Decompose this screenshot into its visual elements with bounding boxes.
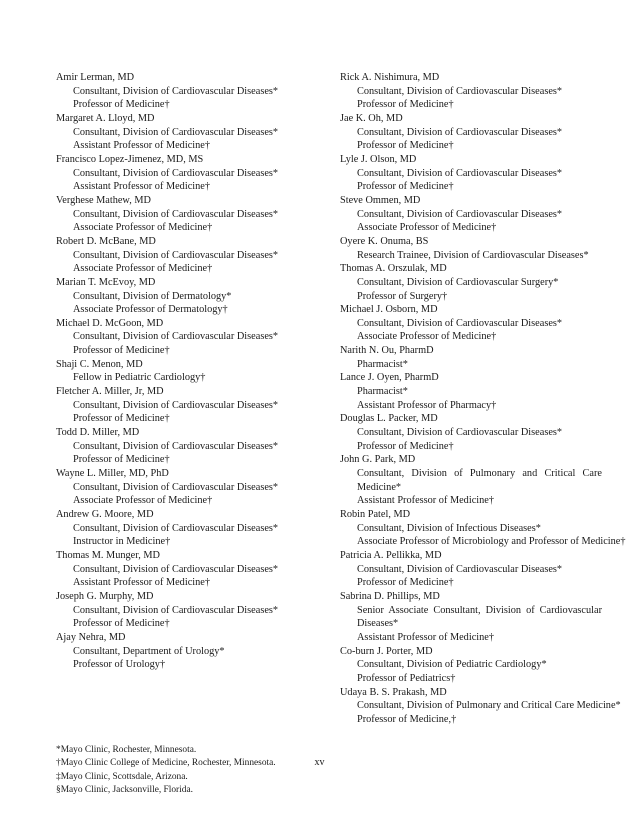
contributor-position: Professor of Surgery†: [357, 290, 448, 302]
contributors-right-column: [340, 71, 626, 727]
contributor-name: Udaya B. S. Prakash, MD: [340, 686, 447, 698]
contributor-entry: [340, 112, 602, 153]
page-number: xv: [314, 757, 325, 768]
contributor-position: Assistant Professor of Medicine†: [357, 495, 494, 507]
contributor-entry: [56, 508, 296, 549]
contributor-name: Douglas L. Packer, MD: [340, 413, 438, 425]
contributor-entry: [340, 371, 602, 412]
contributor-position: Professor of Medicine,†: [357, 713, 457, 725]
contributor-name: Steve Ommen, MD: [340, 194, 421, 206]
contributor-entry: [56, 549, 296, 590]
contributor-position: Senior Associate Consultant, Division of Cardiovascular Diseases*: [357, 604, 602, 630]
contributor-entry: [56, 385, 296, 426]
contributor-position: Consultant, Division of Cardiovascular Diseases*: [73, 208, 279, 220]
contributor-name: Robin Patel, MD: [340, 509, 411, 520]
contributor-entry: [340, 549, 602, 590]
contributor-position: Professor of Medicine†: [357, 181, 454, 193]
contributor-position: Consultant, Division of Cardiovascular Diseases*: [357, 427, 563, 439]
contributor-position: Consultant, Division of Cardiovascular Diseases*: [73, 399, 279, 411]
contributor-entry: [56, 467, 296, 508]
contributor-position: Consultant, Division of Cardiovascular Diseases*: [73, 126, 279, 138]
contributor-name: Thomas M. Munger, MD: [56, 549, 160, 561]
contributor-name: Narith N. Ou, PharmD: [340, 345, 434, 357]
contributor-name: Amir Lerman, MD: [56, 72, 135, 83]
contributor-name: Co-burn J. Porter, MD: [340, 645, 433, 657]
contributor-entry: [56, 590, 296, 631]
contributor-name: Ajay Nehra, MD: [56, 631, 126, 643]
contributor-position: Consultant, Division of Cardiovascular Diseases*: [73, 604, 279, 616]
contributor-entry: [340, 590, 602, 645]
contributor-position: Associate Professor of Microbiology and Professor of Medicine†: [357, 536, 626, 548]
contributor-entry: [340, 686, 621, 727]
contributor-position: Instructor in Medicine†: [73, 536, 171, 548]
contributor-position: Assistant Professor of Medicine†: [73, 577, 210, 589]
contributor-name: Shaji C. Menon, MD: [56, 358, 143, 370]
contributor-name: Oyere K. Onuma, BS: [340, 235, 429, 247]
contributor-name: Jae K. Oh, MD: [340, 112, 403, 124]
contributor-name: John G. Park, MD: [340, 454, 416, 466]
contributor-position: Assistant Professor of Medicine†: [73, 140, 210, 152]
contributor-entry: [56, 194, 296, 235]
contributor-position: Consultant, Division of Cardiovascular Diseases*: [357, 167, 563, 179]
contributor-entry: [340, 71, 602, 112]
contributor-position: Professor of Medicine†: [357, 140, 454, 152]
contributor-position: Consultant, Division of Cardiovascular Diseases*: [73, 249, 279, 261]
contributor-name: Wayne L. Miller, MD, PhD: [56, 468, 169, 480]
contributor-position: Consultant, Division of Cardiovascular Diseases*: [357, 85, 563, 97]
contributor-position: Professor of Medicine†: [357, 99, 454, 111]
contributor-position: Consultant, Division of Cardiovascular Diseases*: [73, 167, 279, 179]
contributor-name: Lance J. Oyen, PharmD: [340, 372, 439, 384]
contributor-name: Andrew G. Moore, MD: [56, 509, 154, 520]
contributor-position: Research Trainee, Division of Cardiovascular Diseases*: [357, 249, 589, 261]
contributor-position: Professor of Urology†: [73, 659, 166, 671]
contributor-name: Rick A. Nishimura, MD: [340, 72, 440, 83]
contributor-position: Consultant, Division of Dermatology*: [73, 290, 232, 302]
contributor-position: Associate Professor of Medicine†: [73, 263, 213, 275]
contributor-position: Professor of Medicine†: [73, 99, 170, 111]
contributor-entry: [340, 262, 602, 303]
contributor-position: Assistant Professor of Medicine†: [357, 631, 494, 643]
contributor-position: Consultant, Division of Cardiovascular Diseases*: [73, 481, 279, 493]
contributor-position: Consultant, Division of Cardiovascular Diseases*: [73, 331, 279, 343]
contributor-position: Consultant, Division of Pulmonary and Critical Care Medicine*: [357, 468, 602, 493]
contributor-position: Consultant, Division of Cardiovascular Diseases*: [357, 317, 563, 329]
contributor-name: Margaret A. Lloyd, MD: [56, 112, 155, 124]
contributor-position: Consultant, Division of Cardiovascular Diseases*: [73, 85, 279, 97]
contributor-name: Verghese Mathew, MD: [56, 194, 151, 206]
contributor-position: Professor of Medicine†: [73, 413, 170, 425]
contributor-position: Assistant Professor of Pharmacy†: [357, 399, 497, 411]
contributor-entry: [340, 453, 602, 508]
footnotes: [56, 744, 276, 797]
contributor-position: Consultant, Division of Cardiovascular Diseases*: [357, 563, 563, 575]
contributor-name: Lyle J. Olson, MD: [340, 153, 417, 165]
contributor-position: Associate Professor of Medicine†: [357, 331, 497, 343]
contributor-position: Consultant, Division of Cardiovascular Diseases*: [357, 208, 563, 220]
contributor-name: Thomas A. Orszulak, MD: [340, 263, 447, 275]
contributor-position: Professor of Medicine†: [73, 345, 170, 357]
contributor-name: Marian T. McEvoy, MD: [56, 276, 156, 288]
contributor-position: Consultant, Division of Pediatric Cardiology*: [357, 659, 547, 671]
contributor-position: Consultant, Division of Infectious Diseases*: [357, 522, 541, 534]
contributor-entry: [56, 112, 296, 153]
contributor-name: Michael J. Osborn, MD: [340, 304, 438, 316]
contributors-left-column: [56, 71, 296, 672]
contributor-position: Pharmacist*: [357, 358, 408, 370]
contributor-position: Professor of Medicine†: [357, 440, 454, 452]
footnote: †Mayo Clinic College of Medicine, Rochester, Minnesota.: [56, 758, 276, 769]
contributor-position: Consultant, Department of Urology*: [73, 645, 225, 657]
contributor-entry: [56, 358, 296, 385]
contributor-position: Consultant, Division of Pulmonary and Critical Care Medicine*: [357, 700, 621, 712]
contributor-position: Consultant, Division of Cardiovascular Diseases*: [73, 563, 279, 575]
contributor-position: Pharmacist*: [357, 386, 408, 398]
contributor-entry: [56, 631, 296, 672]
contributor-position: Associate Professor of Medicine†: [73, 495, 213, 507]
contributor-position: Consultant, Division of Cardiovascular Surgery*: [357, 276, 559, 288]
contributor-entry: [340, 153, 602, 194]
contributor-name: Patricia A. Pellikka, MD: [340, 549, 442, 561]
contributor-name: Sabrina D. Phillips, MD: [340, 590, 440, 602]
contributor-name: Michael D. McGoon, MD: [56, 317, 164, 329]
contributor-entry: [340, 645, 602, 686]
contributor-entry: [340, 344, 602, 371]
contributor-entry: [56, 153, 296, 194]
contributor-position: Consultant, Division of Cardiovascular Diseases*: [73, 522, 279, 534]
contributor-position: Associate Professor of Medicine†: [357, 222, 497, 234]
contributor-name: Fletcher A. Miller, Jr, MD: [56, 386, 164, 398]
contributor-entry: [340, 194, 602, 235]
contributor-entry: [340, 412, 602, 453]
contributor-position: Professor of Pediatrics†: [357, 672, 456, 684]
contributor-position: Consultant, Division of Cardiovascular Diseases*: [73, 440, 279, 452]
contributor-position: Associate Professor of Dermatology†: [73, 304, 228, 316]
footnote: ‡Mayo Clinic, Scottsdale, Arizona.: [56, 771, 188, 782]
contributor-entry: [56, 426, 296, 467]
contributor-name: Robert D. McBane, MD: [56, 235, 156, 247]
contributor-position: Professor of Medicine†: [73, 454, 170, 466]
contributor-name: Joseph G. Murphy, MD: [56, 590, 154, 602]
contributor-entry: [340, 235, 602, 262]
contributor-name: Francisco Lopez-Jimenez, MD, MS: [56, 153, 204, 165]
footnote: *Mayo Clinic, Rochester, Minnesota.: [56, 745, 197, 755]
contributor-position: Professor of Medicine†: [73, 618, 170, 630]
contributor-position: Assistant Professor of Medicine†: [73, 181, 210, 193]
contributor-name: Todd D. Miller, MD: [56, 427, 140, 439]
contributor-entry: [340, 508, 626, 549]
contributor-position: Fellow in Pediatric Cardiology†: [73, 372, 206, 384]
contributor-entry: [56, 235, 296, 276]
contributor-position: Consultant, Division of Cardiovascular Diseases*: [357, 126, 563, 138]
contributor-entry: [56, 276, 296, 317]
contributor-entry: [56, 317, 296, 358]
contributor-entry: [340, 303, 602, 344]
contributor-position: Associate Professor of Medicine†: [73, 222, 213, 234]
contributor-position: Professor of Medicine†: [357, 577, 454, 589]
footnote: §Mayo Clinic, Jacksonville, Florida.: [56, 784, 193, 795]
contributor-entry: [56, 71, 296, 112]
